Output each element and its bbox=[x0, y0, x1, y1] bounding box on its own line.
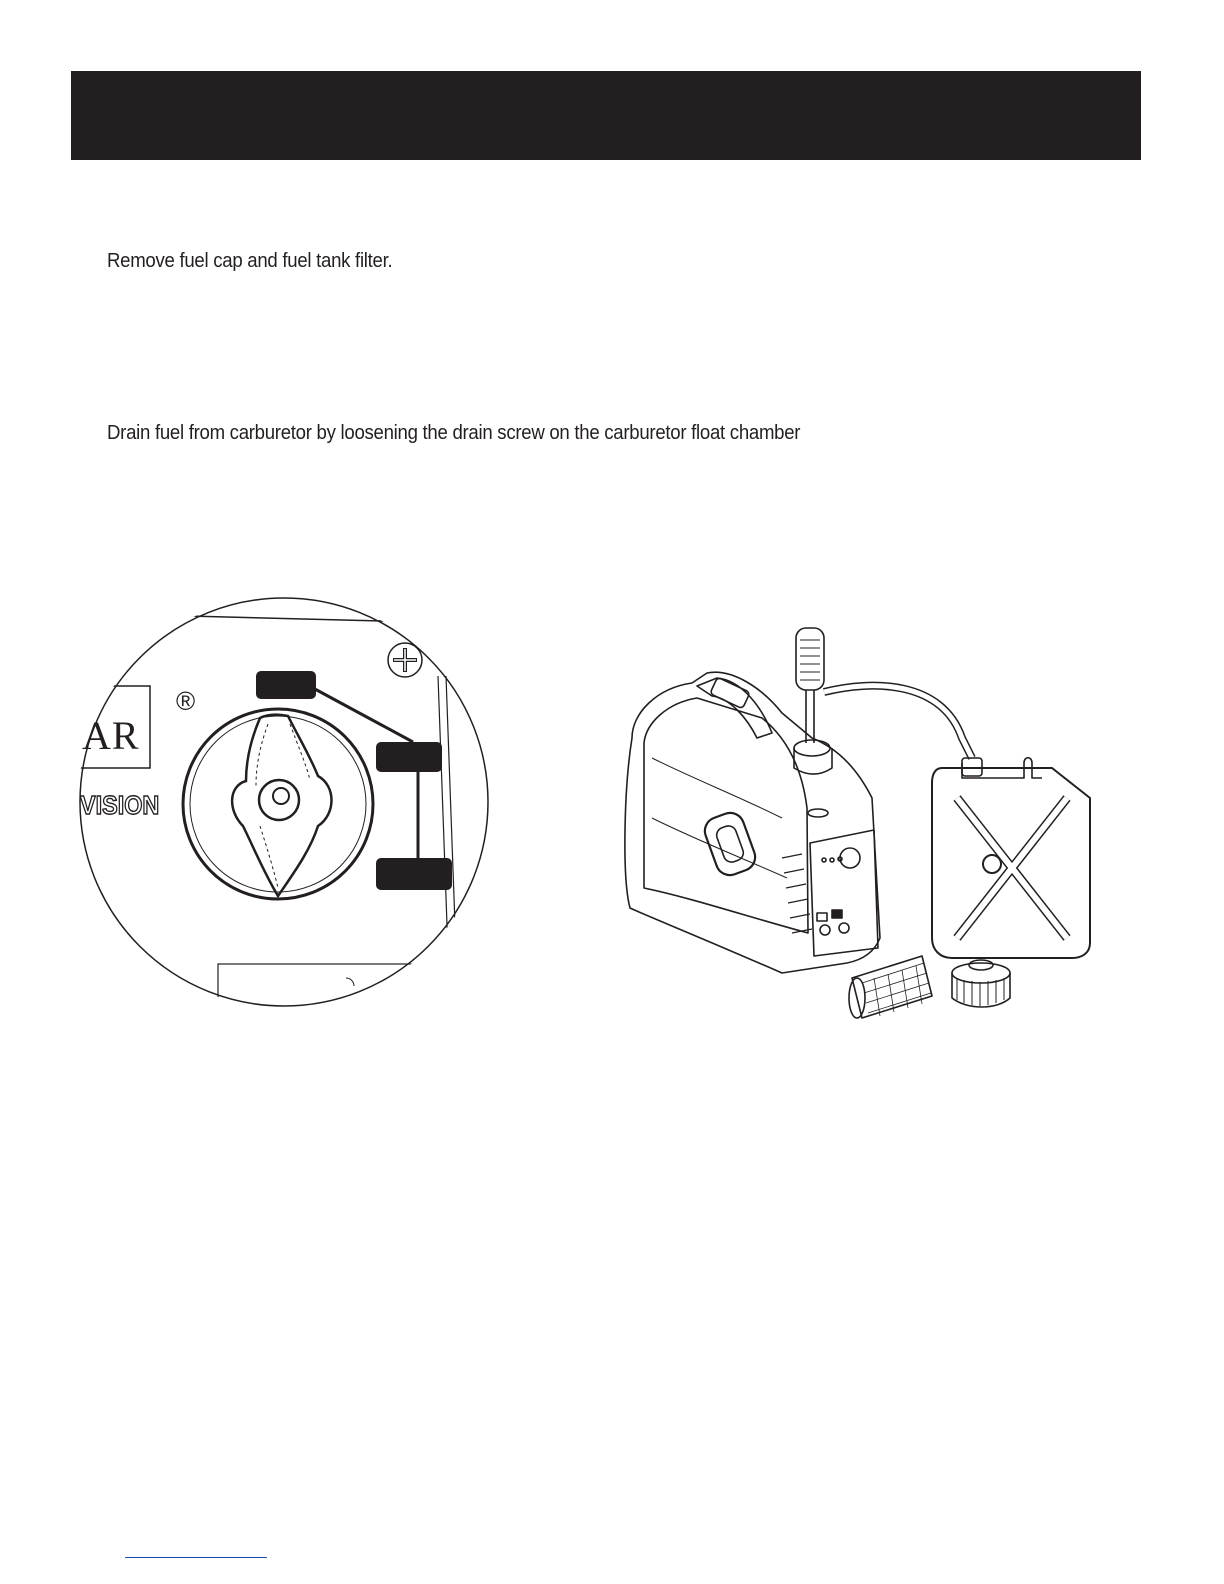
registered-mark: ® bbox=[176, 686, 196, 716]
header-bar bbox=[71, 71, 1141, 160]
fuel-filter-icon bbox=[849, 956, 932, 1018]
siphon-pump-icon bbox=[796, 628, 972, 758]
fuel-cap-icon bbox=[952, 960, 1010, 1007]
fuel-can-icon bbox=[932, 758, 1090, 958]
generator-icon bbox=[625, 672, 880, 973]
brand-fragment: AR bbox=[82, 713, 140, 758]
generator-drain-illustration bbox=[612, 618, 1102, 1038]
brand-sub-fragment: VISION bbox=[80, 790, 160, 820]
step-drain-carburetor: Drain fuel from carburetor by loosening the drain screw on the carburetor float chamber bbox=[107, 422, 801, 444]
step-remove-fuel-cap: Remove fuel cap and fuel tank filter. bbox=[107, 250, 393, 272]
footer-link-underline bbox=[125, 1557, 267, 1558]
